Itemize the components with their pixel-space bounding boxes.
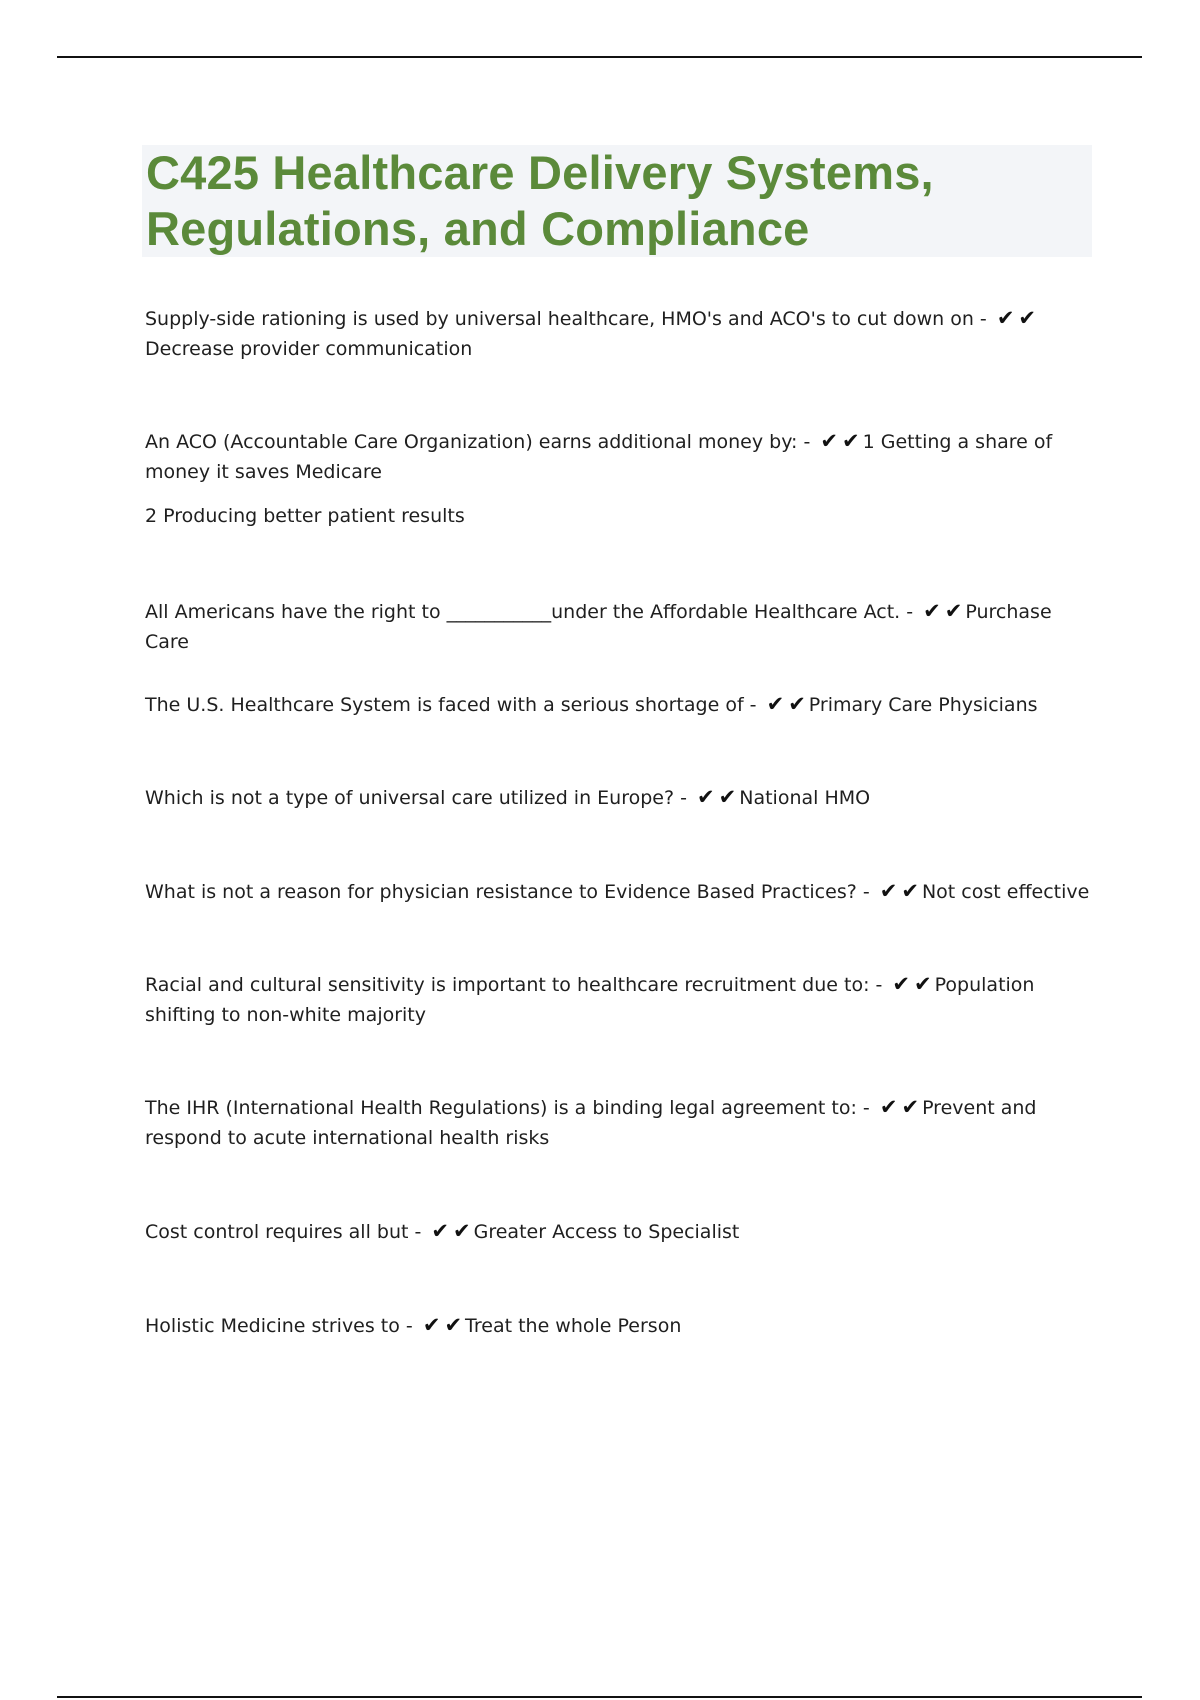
answer-text: Decrease provider communication [145,338,473,360]
question-text: Racial and cultural sensitivity is important to healthcare recruitment due to: - [145,974,883,996]
qa-item-8 [145,1092,1095,1153]
title-line-1: C425 Healthcare Delivery Systems, [146,146,934,199]
bottom-rule [57,1696,1142,1698]
checkmark-icon: ✔ [996,306,1015,330]
qa-item-3 [145,596,1095,657]
checkmark-icon: ✔ [820,429,839,453]
qa-item-7 [145,969,1095,1030]
checkmark-icon: ✔ [923,599,941,623]
answer-text: Purchase Care [145,601,1052,653]
answer-text: National HMO [739,787,871,809]
answer-text: Primary Care Physicians [808,694,1038,716]
answer-text: Prevent and respond to acute international health risks [145,1097,1037,1149]
checkmark-icon: ✔ [453,1219,471,1243]
checkmark-icon: ✔ [944,599,963,623]
checkmark-icon: ✔ [1018,306,1037,330]
checkmark-icon: ✔ [788,692,806,716]
answer-text: 1 Getting a share of money it saves Medicare [145,431,1053,483]
question-text: All Americans have the right to ___________under the Affordable Healthcare Act. - [145,601,914,623]
checkmark-icon: ✔ [901,1095,920,1119]
answer-text: Treat the whole Person [465,1315,682,1337]
question-text: Holistic Medicine strives to - [145,1315,413,1337]
checkmark-icon: ✔ [892,972,911,996]
checkmark-icon: ✔ [914,972,932,996]
checkmark-icon: ✔ [766,692,785,716]
checkmark-icon: ✔ [697,785,715,809]
title-line-2: Regulations, and Compliance [146,202,810,255]
title-banner [142,145,1092,257]
checkmark-icon: ✔ [879,1095,898,1119]
top-rule [57,56,1142,58]
qa-item-5 [145,782,1095,813]
checkmark-icon: ✔ [431,1219,450,1243]
checkmark-icon: ✔ [901,879,919,903]
qa-item-10 [145,1310,1095,1341]
qa-item-6 [145,876,1095,907]
answer-text: Not cost effective [921,881,1090,903]
answer-text: Greater Access to Specialist [473,1221,740,1243]
question-text: Supply-side rationing is used by universal healthcare, HMO's and ACO's to cut down on - [145,308,987,330]
question-text: Cost control requires all but - [145,1221,422,1243]
checkmark-icon: ✔ [879,879,898,903]
question-text: What is not a reason for physician resistance to Evidence Based Practices? - [145,881,870,903]
question-text: The U.S. Healthcare System is faced with a serious shortage of - [145,694,757,716]
document-title [142,145,1092,257]
qa-item-2 [145,426,1095,531]
answer-text: Population shifting to non-white majority [145,974,1035,1026]
question-text: The IHR (International Health Regulations) is a binding legal agreement to: - [145,1097,870,1119]
qa-item-1 [145,303,1095,364]
question-text: An ACO (Accountable Care Organization) earns additional money by: - [145,431,811,453]
qa-item-4 [145,689,1095,720]
checkmark-icon: ✔ [718,785,737,809]
checkmark-icon: ✔ [444,1313,463,1337]
qa-item-9 [145,1216,1095,1247]
checkmark-icon: ✔ [842,429,860,453]
checkmark-icon: ✔ [422,1313,441,1337]
answer-extra-text: 2 Producing better patient results [145,505,465,527]
question-text: Which is not a type of universal care utilized in Europe? - [145,787,687,809]
